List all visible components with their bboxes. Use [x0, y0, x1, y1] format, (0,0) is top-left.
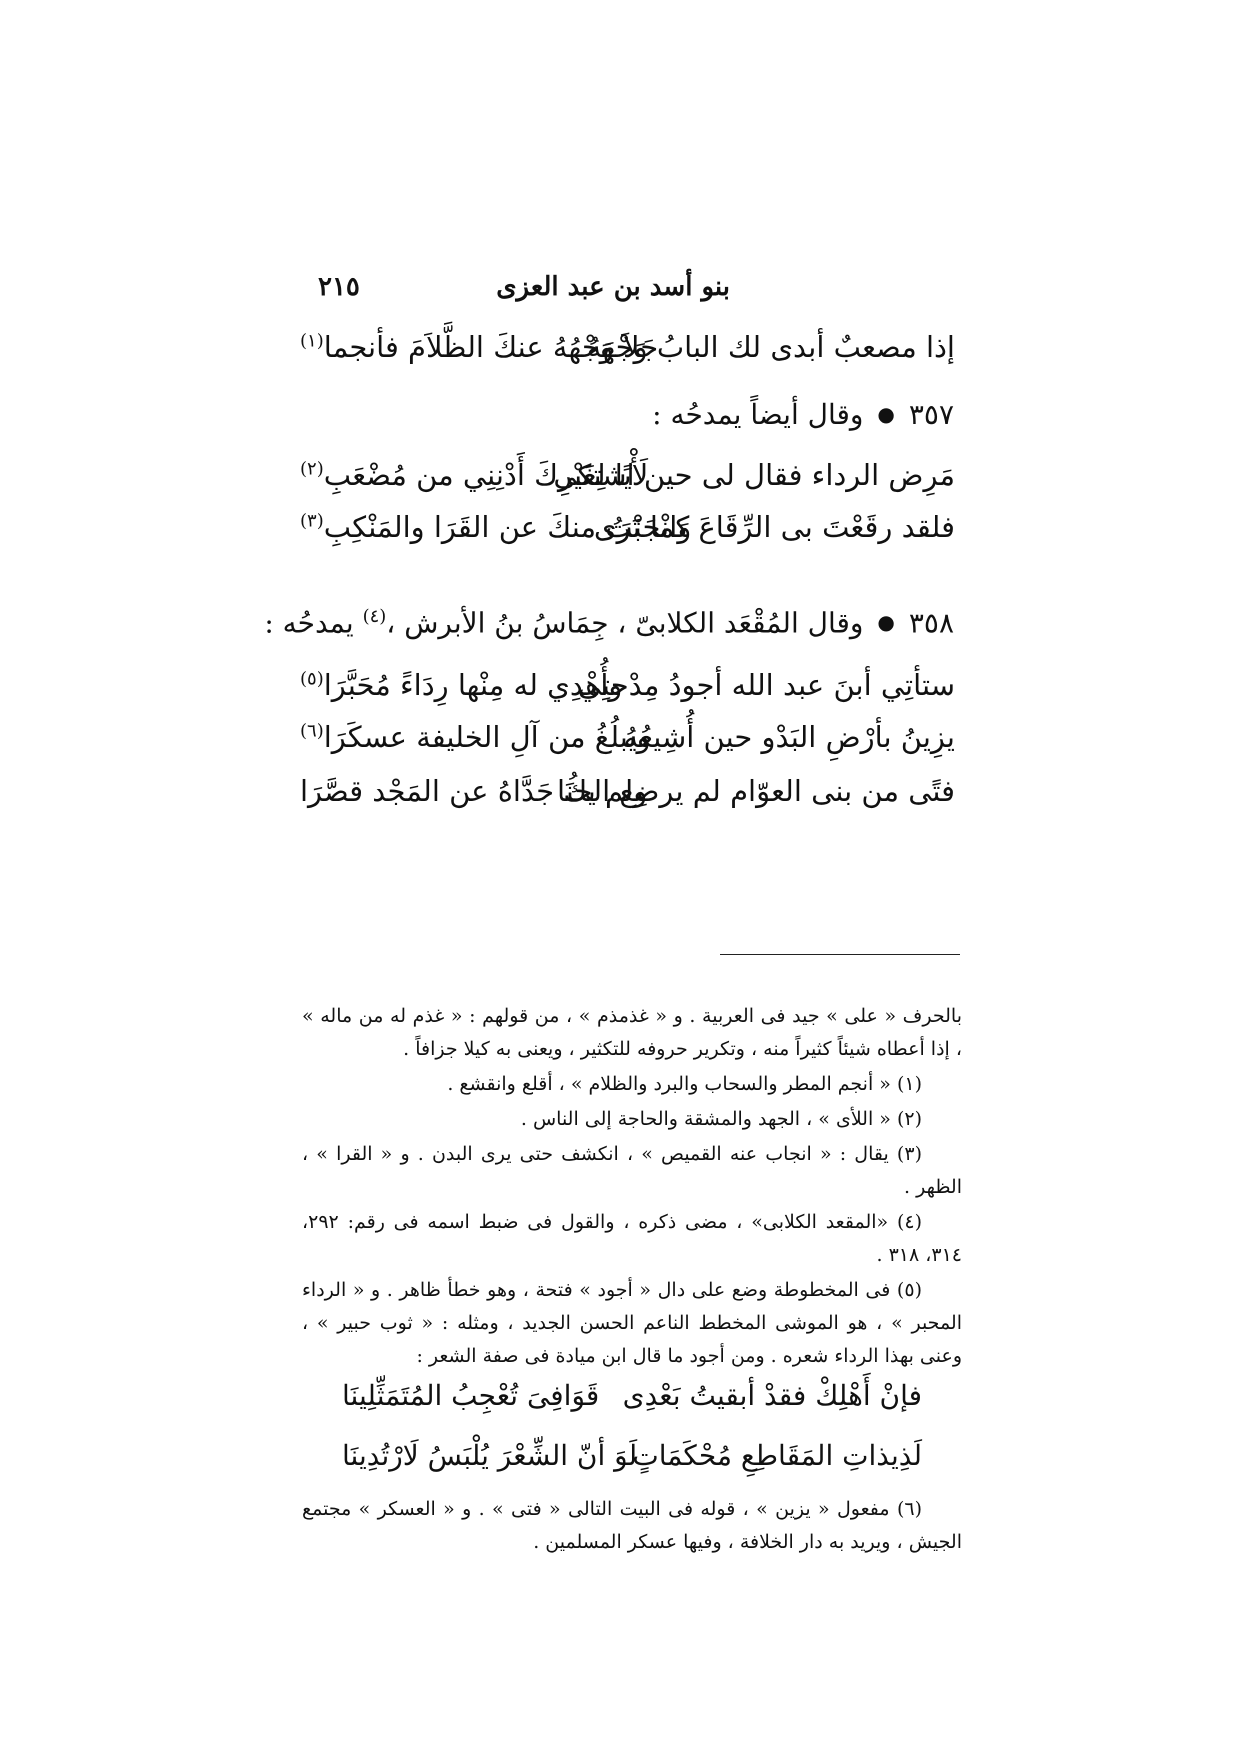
verse-first-hemistich: فلقد رقَعْتَ بى الرِّقَاعَ كما تَرَى [593, 510, 955, 544]
footnote-4: (٤) «المقعد الكلابى» ، مضى ذكره ، والقول فى ضبط اسمه فى رقم: ٢٩٢، ٣١٤، ٣١٨ . [302, 1211, 962, 1266]
footnote-6: (٦) مفعول « يزين » ، قوله فى البيت التالى « فتى » . و « العسكر » مجتمع الجيش ، ويريد به دار الخلافة ، وفيها عسكر المسلمين . [302, 1498, 962, 1553]
verse-second-hemistich: جَلاَ وَجْهُهُ عنكَ الظَّلاَمَ فأنجما$^{(١)}$ [300, 330, 659, 364]
footnote-continuation: بالحرف « على » جيد فى العربية . و « غذمذم » ، من قولهم : « غذم له من ماله » ، إذا أعطاه شيئاً كثيراً منه ، وتكرير حروفه للتكثير ، ويعنى به كيلا جزافاً . [302, 1005, 962, 1060]
footnote-divider [720, 954, 960, 955]
footnote-ref: (٤) [362, 606, 387, 627]
verse-line [300, 720, 955, 770]
verse-second-hemistich: وَانْجَبْتُ منكَ عن القَرَا والمَنْكِبِ$^{(٣)}$ [300, 510, 692, 544]
verse-first-hemistich: يزِينُ بأرْضِ البَدْو حين أُشِيعُهُ [623, 720, 955, 754]
footnote-ref: (٦) [300, 720, 324, 742]
bullet-icon: ● [877, 610, 895, 635]
poem-heading-358 [264, 606, 954, 639]
verse-second-hemistich: ويبلُغُ من آلِ الخليفة عسكَرَا$^{(٦)}$ [300, 720, 651, 754]
verse-first-hemistich: مَرِض الرداء فقال لى حين اشتكى [553, 458, 955, 492]
footnote-5: (٥) فى المخطوطة وضع على دال « أجود » فتحة ، وهو خطأ ظاهر . و « الرداء المحبر » ، هو الموشى المخطط الناعم الحسن الجديد ، ومثله : « ثوب حبير » ، وعنى بهذا الرداء شعره . ومن أجود ما قال ابن ميادة فى صفة الشعر : [302, 1279, 962, 1367]
page-header [310, 272, 930, 312]
verse-line [300, 668, 955, 718]
footnotes [302, 1000, 962, 1561]
poem-heading-tail: يمدحُه : [264, 606, 354, 640]
verse-line [300, 510, 955, 560]
footnote-ref: (٢) [300, 458, 324, 480]
verse-second-hemistich: لَأْيًا لِغَيْرِكَ أَدْنِنِي من مُضْعَبِ$^{(٢)}$ [300, 458, 649, 492]
bullet-icon: ● [877, 402, 895, 426]
verse-second-hemistich: لَوَ أنّ الشِّعْرَ يُلْبَسُ لَارْتُدِينَا [342, 1439, 638, 1472]
footnote-ref: (١) [300, 330, 324, 352]
poem-number: ٣٥٧ [908, 398, 954, 431]
poem-heading-text: وقال المُقْعَد الكلابىّ ، جِمَاسُ بنُ الأبرش ، [386, 606, 864, 640]
poem-heading-text: وقال أيضاً يمدحُه : [652, 398, 864, 431]
footnote-2: (٢) « اللأى » ، الجهد والمشقة والحاجة إلى الناس . [520, 1108, 922, 1130]
quoted-verse [342, 1379, 922, 1433]
running-title: بنو أسد بن عبد العزى [496, 272, 730, 302]
verse-first-hemistich: لَذِيذاتِ المَقَاطِعِ مُحْكَمَاتٍ [632, 1439, 922, 1472]
footnote-3: (٣) يقال : « انجاب عنه القميص » ، انكشف حتى يرى البدن . و « القرا » ، الظهر . [302, 1143, 962, 1198]
verse-first-hemistich: ستأتِي أبنَ عبد الله أجودُ مِدْحتِي [577, 668, 955, 702]
verse-second-hemistich: وأُهْدِي له مِنْها رِدَاءً مُحَبَّرَا$^{(٥)}$ [300, 668, 623, 702]
verse-line [300, 330, 955, 380]
page-number: ٢١٥ [318, 272, 360, 302]
verse-second-hemistich: قَوَافِىَ تُعْجِبُ المُتَمَثِّلِينَا [342, 1379, 600, 1412]
footnote-ref: (٥) [300, 668, 324, 690]
verse-first-hemistich: إذا مصعبٌ أبدى لك البابُ وَجْهَهُ [586, 330, 955, 364]
quoted-verse [342, 1439, 922, 1493]
verse-first-hemistich: فإنْ أَهْلِكْ فقدْ أبقيتُ بَعْدِى [622, 1379, 922, 1412]
verse-line [300, 458, 955, 508]
footnote-ref: (٣) [300, 510, 324, 532]
verse-first-hemistich: فتًى من بنى العوّام لم يرضِع الخنَا [556, 774, 955, 808]
poem-number: ٣٥٨ [908, 606, 954, 640]
footnote-1: (١) « أنجم المطر والسحاب والبرد والظلام » ، أقلع وانقشع . [447, 1073, 922, 1095]
verse-second-hemistich: ولم يكُ جَدَّاهُ عن المَجْد قصَّرَا [300, 774, 648, 808]
poem-heading-357 [652, 398, 954, 431]
verse-line [300, 774, 955, 824]
